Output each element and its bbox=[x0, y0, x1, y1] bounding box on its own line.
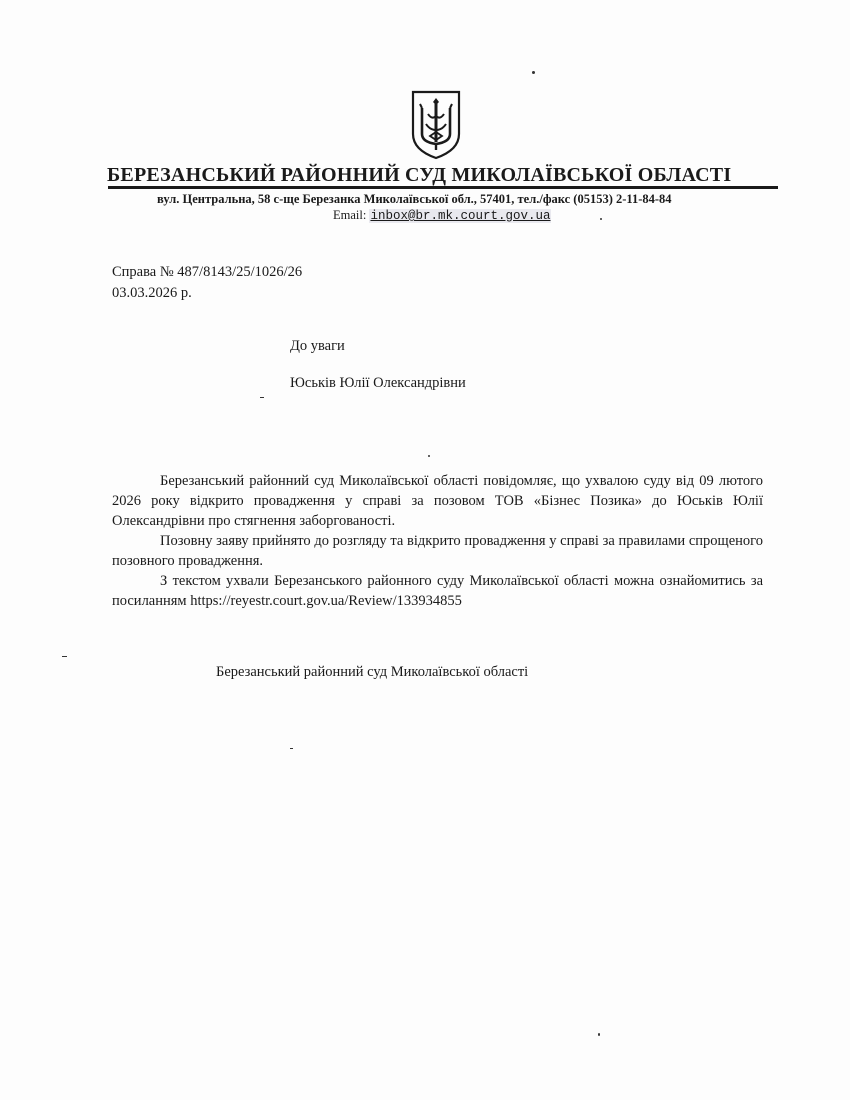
scan-speck bbox=[260, 397, 264, 398]
attention-line: До уваги bbox=[290, 338, 345, 354]
signature-line: Березанський районний суд Миколаївської області bbox=[216, 664, 529, 680]
court-title: БЕРЕЗАНСЬКИЙ РАЙОННИЙ СУД МИКОЛАЇВСЬКОЇ ОБЛАСТІ bbox=[107, 164, 732, 186]
court-address: вул. Центральна, 58 с-ще Березанка Миколаївської обл., 57401, тел./факс (05153) 2-11-84-84 bbox=[157, 192, 672, 206]
notice-paragraph: З текстом ухвали Березанського районного суду Миколаївської області можна ознайомитись за посиланням https://reyestr.court.gov.ua/Review/133934855 bbox=[112, 573, 763, 609]
notice-body bbox=[112, 471, 763, 611]
scan-speck bbox=[428, 455, 430, 457]
case-date: 03.03.2026 р. bbox=[112, 285, 192, 301]
email-label: Email: bbox=[333, 208, 367, 222]
scan-speck bbox=[290, 748, 293, 749]
coat-of-arms-icon bbox=[410, 90, 462, 160]
email-link[interactable]: inbox@br.mk.court.gov.ua bbox=[370, 209, 551, 223]
recipient-name: Юськів Юлії Олександрівни bbox=[290, 375, 466, 391]
email-line bbox=[333, 208, 551, 223]
scan-speck bbox=[598, 1033, 600, 1036]
scan-speck bbox=[600, 218, 602, 220]
scan-speck bbox=[62, 656, 67, 657]
notice-paragraph: Позовну заяву прийнято до розгляду та відкрито провадження у справі за правилами спрощеного позовного провадження. bbox=[112, 533, 763, 569]
scan-speck bbox=[532, 71, 535, 74]
header-divider bbox=[108, 186, 778, 189]
notice-paragraph: Березанський районний суд Миколаївської області повідомляє, що ухвалою суду від 09 лютого 2026 року відкрито провадження у справі за позовом ТОВ «Бізнес Позика» до Юськів Юлії Олександрівни про стягнення заборгованості. bbox=[112, 473, 763, 529]
case-number: Справа № 487/8143/25/1026/26 bbox=[112, 264, 303, 280]
